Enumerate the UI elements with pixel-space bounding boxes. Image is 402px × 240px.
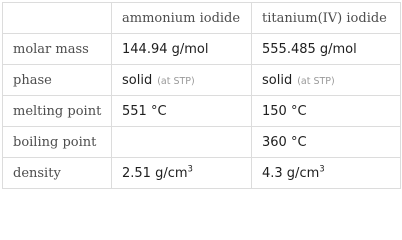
cell-boiling-point-ammonium-iodide <box>112 127 252 158</box>
condition-note: (at STP) <box>157 75 195 87</box>
cell-phase-titanium-iodide <box>252 65 401 96</box>
row-label-molar-mass: molar mass <box>3 34 112 65</box>
cell-density-ammonium-iodide <box>112 158 252 189</box>
table-row <box>3 158 401 189</box>
table-row <box>3 34 401 65</box>
cell-value-text: 360 °C <box>262 134 307 150</box>
cell-density-titanium-iodide <box>252 158 401 189</box>
cell-phase-ammonium-iodide <box>112 65 252 96</box>
row-label-melting-point: melting point <box>3 96 112 127</box>
column-header-titanium-iodide: titanium(IV) iodide <box>252 3 401 34</box>
corner-header-cell <box>3 3 112 34</box>
condition-note: (at STP) <box>297 75 335 87</box>
header-row <box>3 3 401 34</box>
table-row <box>3 127 401 158</box>
superscript-exponent: 3 <box>187 164 193 175</box>
cell-melting-point-titanium-iodide <box>252 96 401 127</box>
cell-value-text: 144.94 g/mol <box>122 41 209 57</box>
cell-molar-mass-ammonium-iodide <box>112 34 252 65</box>
cell-melting-point-ammonium-iodide <box>112 96 252 127</box>
cell-value-text: solid <box>122 72 153 88</box>
table-row <box>3 96 401 127</box>
cell-value-text: 150 °C <box>262 103 307 119</box>
cell-value-text: solid <box>262 72 293 88</box>
row-label-phase: phase <box>3 65 112 96</box>
cell-value-text: 2.51 g/cm <box>122 165 188 181</box>
properties-table-container <box>2 2 401 189</box>
properties-table <box>2 2 401 189</box>
row-label-density: density <box>3 158 112 189</box>
cell-boiling-point-titanium-iodide <box>252 127 401 158</box>
cell-value-text: 551 °C <box>122 103 167 119</box>
table-row <box>3 65 401 96</box>
cell-value-text: 4.3 g/cm <box>262 165 320 181</box>
column-header-ammonium-iodide: ammonium iodide <box>112 3 252 34</box>
row-label-boiling-point: boiling point <box>3 127 112 158</box>
superscript-exponent: 3 <box>319 164 325 175</box>
cell-value-text: 555.485 g/mol <box>262 41 357 57</box>
cell-molar-mass-titanium-iodide <box>252 34 401 65</box>
